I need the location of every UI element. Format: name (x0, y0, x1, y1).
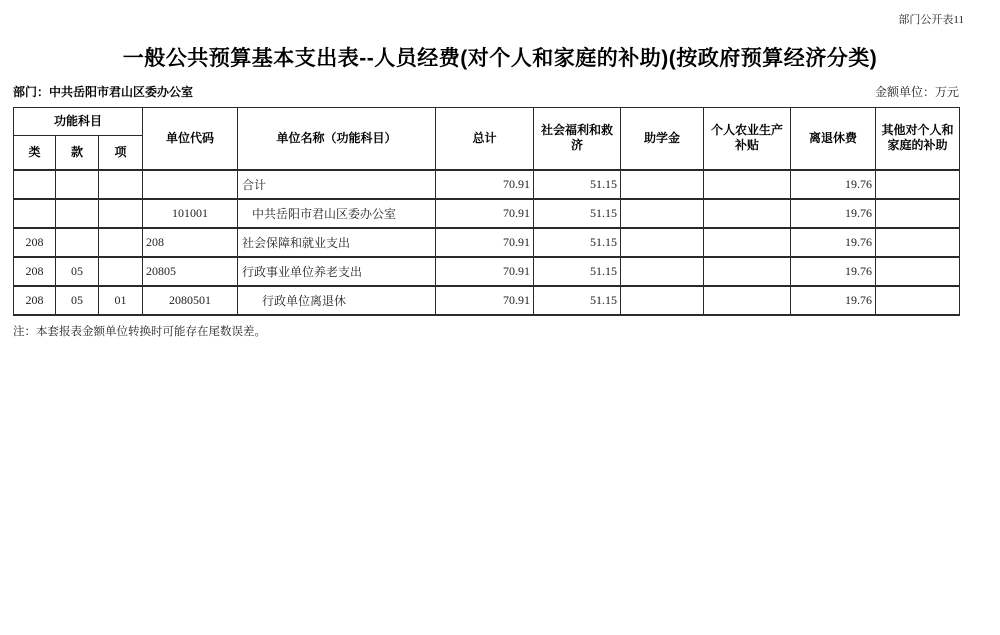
meta-row (13, 83, 959, 100)
cell-other (876, 257, 960, 286)
cell-lei: 208 (14, 228, 56, 257)
cell-welfare: 51.15 (534, 257, 621, 286)
cell-welfare: 51.15 (534, 170, 621, 199)
table-row (14, 199, 960, 228)
cell-xiang (99, 170, 143, 199)
cell-kuan: 05 (56, 257, 99, 286)
header-total: 总计 (436, 108, 534, 170)
cell-unit-code: 101001 (143, 199, 238, 228)
cell-retire: 19.76 (791, 170, 876, 199)
table-row (14, 228, 960, 257)
cell-kuan (56, 199, 99, 228)
cell-unit-name: 行政单位离退休 (238, 286, 436, 315)
department-label: 部门：中共岳阳市君山区委办公室 (13, 85, 194, 99)
cell-welfare: 51.15 (534, 228, 621, 257)
cell-scholarship (621, 257, 704, 286)
header-retirement: 离退休费 (791, 108, 876, 170)
cell-other (876, 228, 960, 257)
table-row (14, 257, 960, 286)
cell-agri (704, 199, 791, 228)
header-welfare: 社会福利和救济 (534, 108, 621, 170)
footnote: 注：本套报表金额单位转换时可能存在尾数误差。 (13, 326, 266, 338)
cell-agri (704, 286, 791, 315)
header-scholarship: 助学金 (621, 108, 704, 170)
table-row (14, 170, 960, 199)
cell-unit-code: 20805 (143, 257, 238, 286)
cell-kuan (56, 228, 99, 257)
cell-xiang (99, 199, 143, 228)
header-func-group: 功能科目 (14, 108, 143, 136)
cell-agri (704, 257, 791, 286)
cell-total: 70.91 (436, 286, 534, 315)
header-kuan: 款 (56, 136, 99, 170)
cell-lei (14, 199, 56, 228)
cell-xiang: 01 (99, 286, 143, 315)
cell-agri (704, 228, 791, 257)
table-header (14, 108, 960, 170)
cell-unit-name: 行政事业单位养老支出 (238, 257, 436, 286)
header-unit-name: 单位名称（功能科目） (238, 108, 436, 170)
cell-unit-code (143, 170, 238, 199)
cell-other (876, 199, 960, 228)
cell-lei: 208 (14, 286, 56, 315)
header-lei: 类 (14, 136, 56, 170)
cell-kuan (56, 170, 99, 199)
header-unit-code: 单位代码 (143, 108, 238, 170)
cell-xiang (99, 228, 143, 257)
page-title: 一般公共预算基本支出表--人员经费(对个人和家庭的补助)(按政府预算经济分类) (122, 47, 878, 70)
amount-unit-label: 金额单位：万元 (874, 85, 959, 99)
cell-lei: 208 (14, 257, 56, 286)
cell-unit-name: 中共岳阳市君山区委办公室 (238, 199, 436, 228)
cell-unit-code: 2080501 (143, 286, 238, 315)
header-agri-subsidy: 个人农业生产补贴 (704, 108, 791, 170)
cell-scholarship (621, 170, 704, 199)
cell-retire: 19.76 (791, 228, 876, 257)
cell-scholarship (621, 286, 704, 315)
cell-xiang (99, 257, 143, 286)
table-row (14, 286, 960, 315)
cell-kuan: 05 (56, 286, 99, 315)
cell-other (876, 286, 960, 315)
cell-other (876, 170, 960, 199)
cell-unit-name: 社会保障和就业支出 (238, 228, 436, 257)
corner-table-number: 部门公开表11 (898, 14, 964, 26)
cell-total: 70.91 (436, 170, 534, 199)
cell-unit-name: 合计 (238, 170, 436, 199)
cell-retire: 19.76 (791, 199, 876, 228)
header-other: 其他对个人和家庭的补助 (876, 108, 960, 170)
cell-retire: 19.76 (791, 257, 876, 286)
header-xiang: 项 (99, 136, 143, 170)
cell-unit-code: 208 (143, 228, 238, 257)
cell-scholarship (621, 228, 704, 257)
cell-welfare: 51.15 (534, 199, 621, 228)
cell-total: 70.91 (436, 228, 534, 257)
cell-scholarship (621, 199, 704, 228)
cell-retire: 19.76 (791, 286, 876, 315)
cell-total: 70.91 (436, 199, 534, 228)
cell-lei (14, 170, 56, 199)
cell-welfare: 51.15 (534, 286, 621, 315)
cell-agri (704, 170, 791, 199)
budget-table (13, 107, 960, 316)
cell-total: 70.91 (436, 257, 534, 286)
